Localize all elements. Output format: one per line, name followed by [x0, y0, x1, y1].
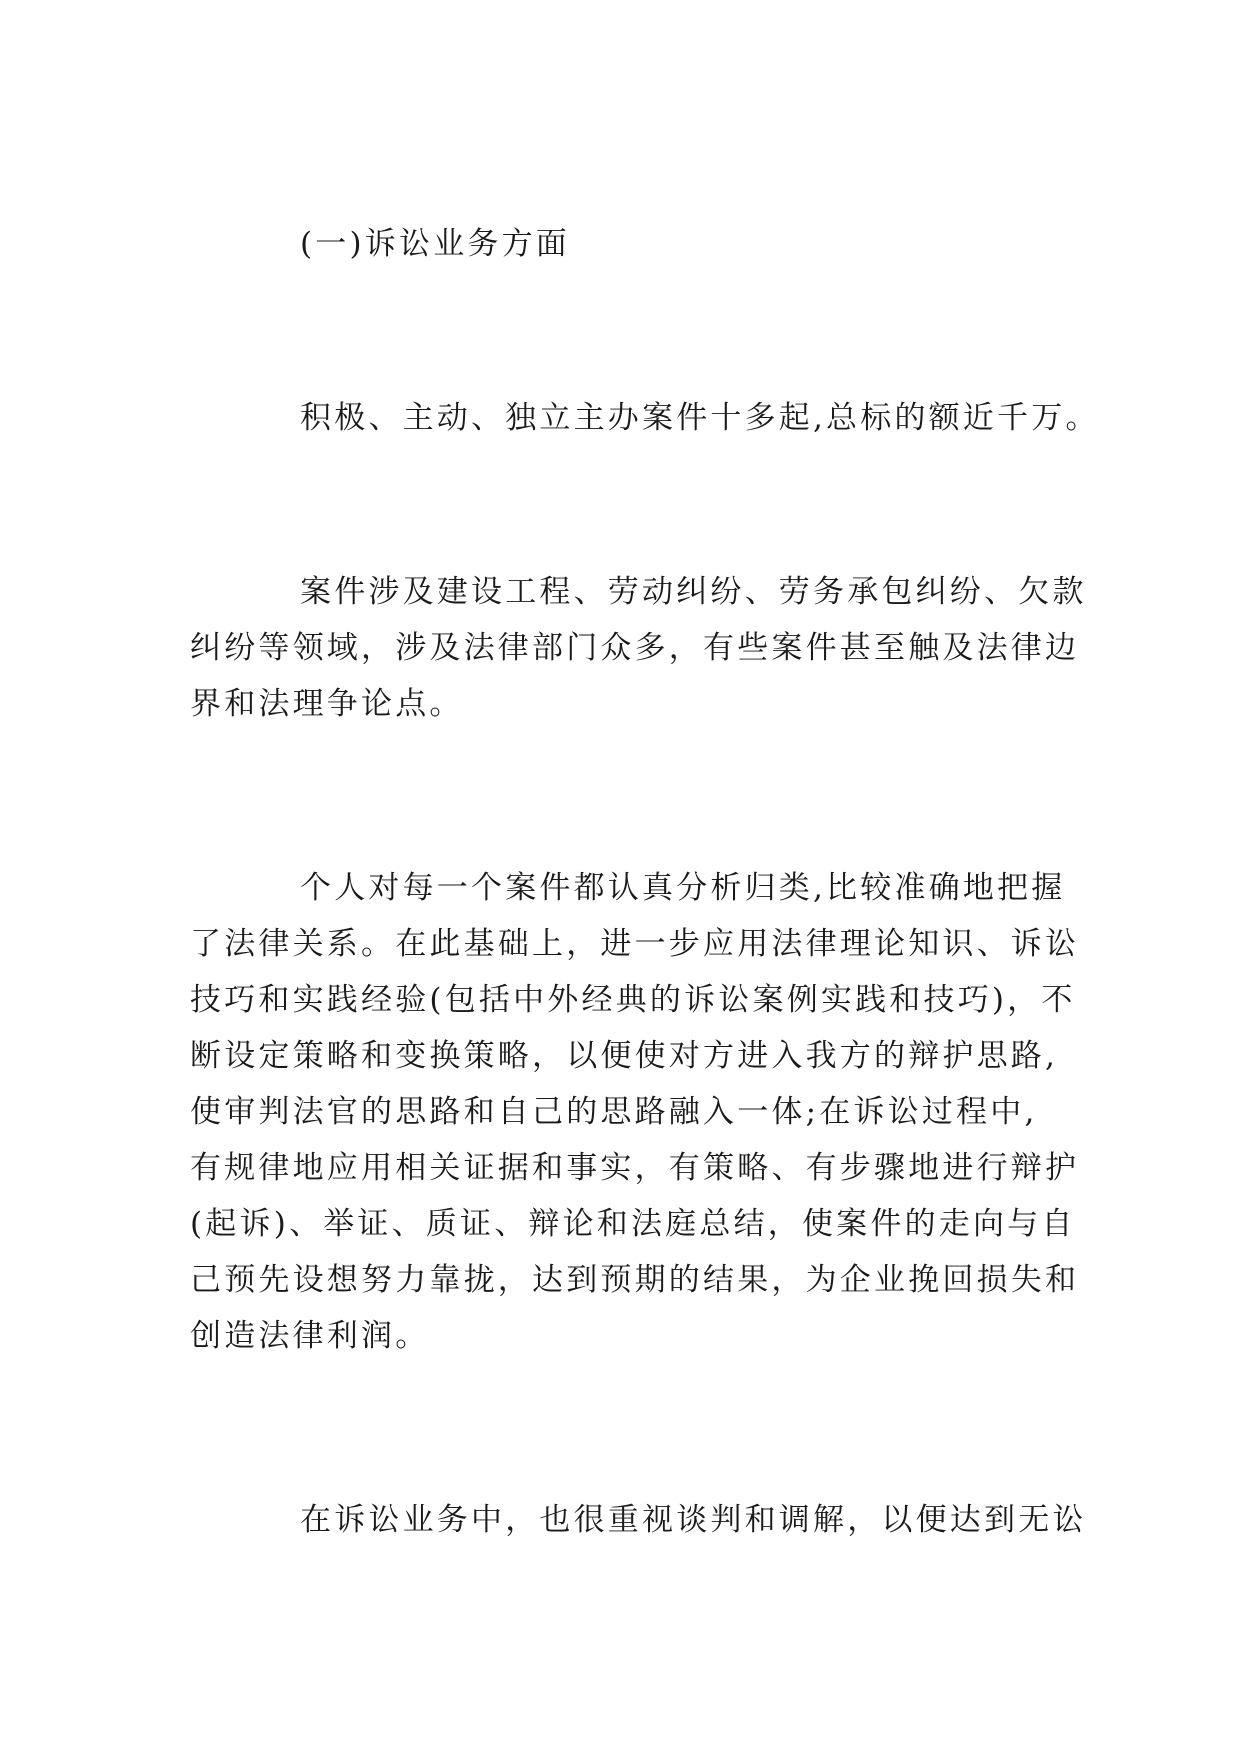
paragraph-3-line-8: 己预先设想努力靠拢，达到预期的结果，为企业挽回损失和: [190, 1262, 1080, 1298]
paragraph-3-line-3: 技巧和实践经验(包括中外经典的诉讼案例实践和技巧)，不: [190, 982, 1076, 1018]
paragraph-3-line-6: 有规律地应用相关证据和事实，有策略、有步骤地进行辩护: [190, 1150, 1080, 1186]
paragraph-3-line-9: 创造法律利润。: [190, 1318, 430, 1354]
paragraph-3-line-7: (起诉)、举证、质证、辩论和法庭总结，使案件的走向与自: [190, 1206, 1076, 1242]
paragraph-2-line-1: 案件涉及建设工程、劳动纠纷、劳务承包纠纷、欠款: [300, 574, 1087, 610]
paragraph-3-line-2: 了法律关系。在此基础上，进一步应用法律理论知识、诉讼: [190, 926, 1080, 962]
paragraph-2-line-3: 界和法理争论点。: [190, 686, 464, 722]
paragraph-4-line-1: 在诉讼业务中，也很重视谈判和调解，以便达到无讼: [300, 1502, 1087, 1538]
paragraph-2-line-2: 纠纷等领域，涉及法律部门众多，有些案件甚至触及法律边: [190, 630, 1080, 666]
paragraph-3-line-5: 使审判法官的思路和自己的思路融入一体;在诉讼过程中,: [190, 1094, 1038, 1130]
paragraph-3-line-4: 断设定策略和变换策略，以便使对方进入我方的辩护思路,: [190, 1038, 1059, 1074]
paragraph-3-line-1: 个人对每一个案件都认真分析归类,比较准确地把握: [300, 870, 1066, 906]
section-heading: (一)诉讼业务方面: [300, 226, 570, 262]
paragraph-1-line-1: 积极、主动、独立主办案件十多起,总标的额近千万。: [300, 400, 1100, 436]
